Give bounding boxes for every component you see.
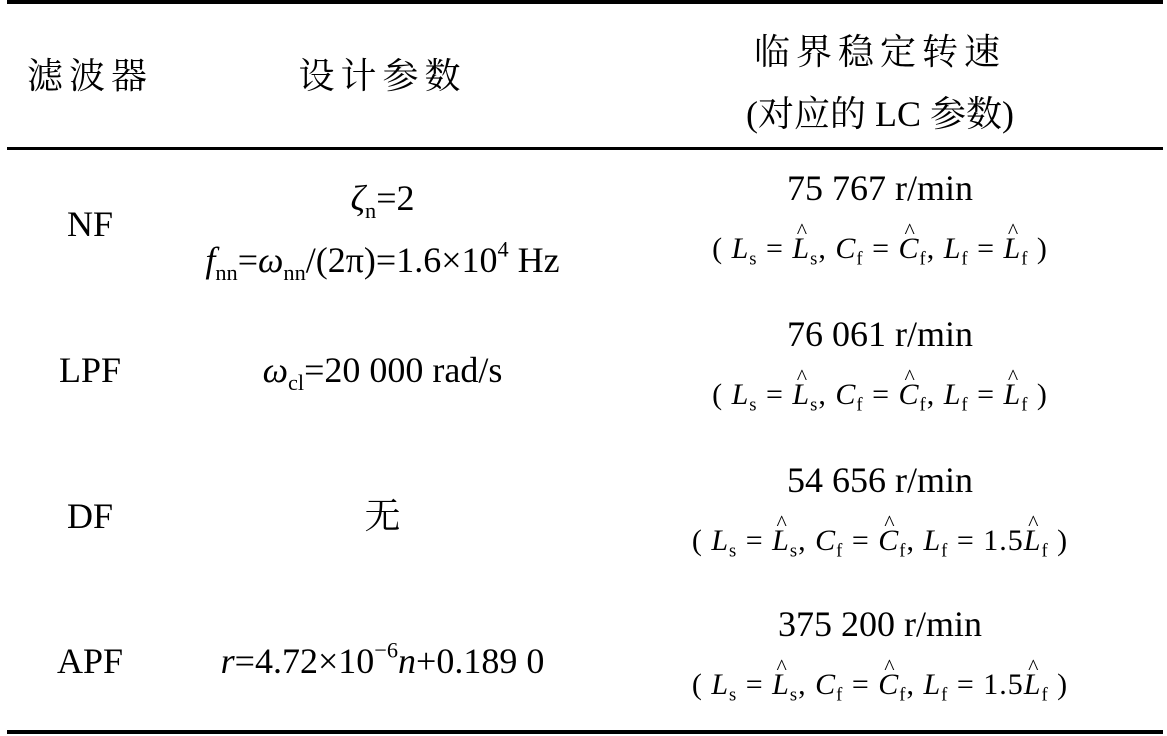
nf-param-zeta: $\zeta_n=2$ <box>350 178 415 223</box>
lpf-lc-params: ( $L_s$ = ^ $L_s$, $C_f$ = ^ $C_f$, $L_f$ = ^ $L_f$ ) <box>590 380 1167 410</box>
nf-lc-params: ( $L_s$ = ^ $L_s$, $C_f$ = ^ $C_f$, $L_f$ = ^ $L_f$ ) <box>590 234 1167 264</box>
filter-apf: APF <box>56 641 124 681</box>
df-critical-speed: 54 656 r/min <box>787 460 973 500</box>
apf-param-formula: $r=4.72\times 10^{-6}n+0.189$ 0 <box>220 637 545 681</box>
filter-nf: NF <box>66 204 114 244</box>
header-filter: 滤波器 <box>26 56 153 96</box>
header-design-params: 设计参数 <box>298 56 467 96</box>
filter-lpf: LPF <box>58 350 122 390</box>
filter-df: DF <box>66 496 114 536</box>
table-top-rule <box>7 0 1163 4</box>
header-lc-params: (对应的 LC 参数) <box>746 94 1014 134</box>
header-critical-speed: 临界稳定转速 <box>753 32 1006 72</box>
header-rule <box>7 147 1163 150</box>
apf-critical-speed: 375 200 r/min <box>778 604 982 644</box>
df-lc-params: ( $L_s$ = ^ $L_s$, $C_f$ = ^ $C_f$, $L_f$ = 1.5^ $L_f$ ) <box>590 526 1167 556</box>
df-param-none: 无 <box>364 496 401 536</box>
lpf-critical-speed: 76 061 r/min <box>787 314 973 354</box>
table-bottom-rule <box>7 730 1163 734</box>
apf-lc-params: ( $L_s$ = ^ $L_s$, $C_f$ = ^ $C_f$, $L_f$ = 1.5^ $L_f$ ) <box>590 670 1167 700</box>
nf-critical-speed: 75 767 r/min <box>787 168 973 208</box>
nf-param-frequency: $f_{nn}=\omega_{nn}/(2\pi)=1.6\times 10^4$ Hz <box>205 236 560 285</box>
lpf-param-cutoff: $\omega_{cl}=20$ 000 rad/s <box>262 350 503 395</box>
